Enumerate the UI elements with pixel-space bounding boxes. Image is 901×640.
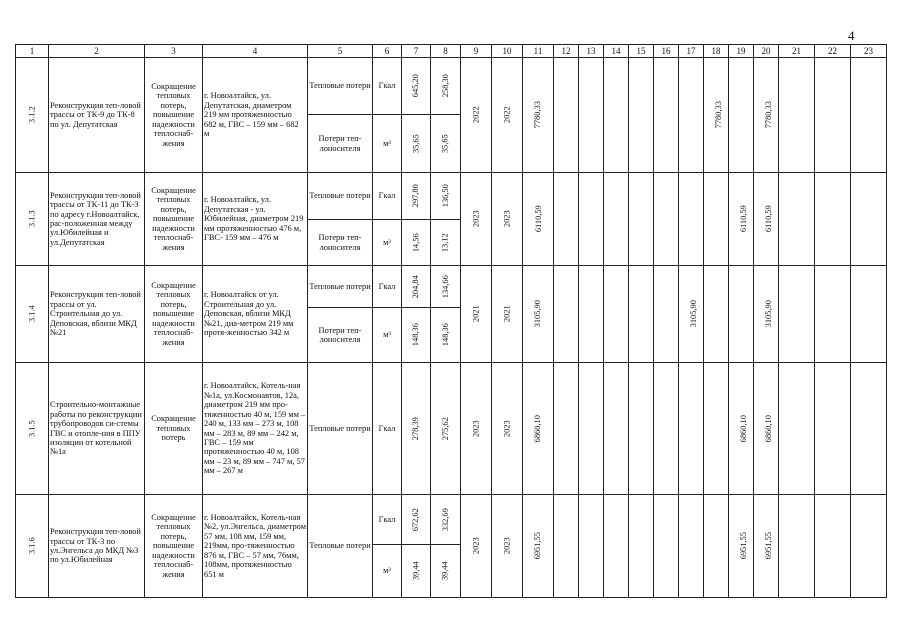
empty-cell	[629, 266, 654, 363]
empty-cell	[654, 363, 679, 495]
project-name: Реконструкция теп-ловой трассы от ТК-11 до ТК-3 по адресу г.Новоалтайск, рас-положенная между ул.Юбилейная и ул.Депутатская	[49, 173, 145, 266]
cost-cell	[729, 266, 754, 363]
value-before: 204,84	[411, 274, 421, 299]
empty-cell	[815, 58, 851, 173]
empty-cell	[579, 363, 604, 495]
empty-cell	[779, 363, 815, 495]
project-purpose: Сокращение тепловых потерь, повышение надежности теплоснаб-жения	[145, 58, 203, 173]
empty-cell	[851, 173, 887, 266]
empty-cell	[851, 58, 887, 173]
cost-cell	[754, 495, 779, 598]
value-cell	[431, 115, 461, 173]
cost-cell	[704, 173, 729, 266]
value-after: 134,66	[440, 274, 450, 299]
empty-cell	[554, 363, 579, 495]
value-before: 39,44	[411, 561, 421, 581]
value-cell	[431, 495, 461, 545]
start-year: 2023	[471, 537, 481, 555]
unit: Гкал	[373, 363, 402, 495]
cost-cell	[704, 266, 729, 363]
empty-cell	[579, 495, 604, 598]
indicator: Потери теп-лоносителя	[308, 115, 373, 173]
project-location: г. Новоалтайск, ул. Депутатская - ул. Юбилейная, диаметром 219 мм протяженностью 476 м, ГВС- 159 мм – 476 м	[203, 173, 308, 266]
value-before: 672,62	[411, 507, 421, 532]
total-cost: 3105,90	[533, 300, 543, 328]
unit: м³	[373, 545, 402, 598]
cost-cell	[754, 363, 779, 495]
col-header: 14	[604, 45, 629, 58]
row-id: 3.1.4	[27, 305, 37, 323]
empty-cell	[604, 363, 629, 495]
cost-cell	[704, 495, 729, 598]
empty-cell	[554, 495, 579, 598]
empty-cell	[629, 495, 654, 598]
value-cell	[431, 308, 461, 363]
empty-cell	[779, 266, 815, 363]
total-cost: 6951,55	[533, 532, 543, 560]
page-number: 4	[848, 28, 855, 43]
empty-cell	[604, 495, 629, 598]
value-before: 14,56	[411, 233, 421, 252]
end-year: 2023	[502, 210, 512, 228]
cost-total: 3105,90	[763, 300, 773, 328]
value-after: 13,12	[440, 233, 450, 252]
empty-cell	[851, 495, 887, 598]
value-cell	[402, 115, 431, 173]
cost-cell	[679, 495, 704, 598]
value-after: 39,44	[440, 561, 450, 581]
col-header: 10	[492, 45, 523, 58]
value-before: 35,65	[411, 134, 421, 153]
project-purpose: Сокращение тепловых потерь, повышение надежности теплоснаб-жения	[145, 495, 203, 598]
empty-cell	[629, 363, 654, 495]
empty-cell	[654, 266, 679, 363]
cost-2023: 6951,55	[738, 532, 748, 560]
value-after: 275,62	[440, 416, 450, 441]
empty-cell	[779, 58, 815, 173]
empty-cell	[554, 58, 579, 173]
col-header: 11	[523, 45, 554, 58]
cost-cell	[679, 173, 704, 266]
row-id-cell	[16, 266, 49, 363]
empty-cell	[554, 173, 579, 266]
col-header: 9	[461, 45, 492, 58]
value-cell	[402, 173, 431, 220]
empty-cell	[629, 173, 654, 266]
col-header: 19	[729, 45, 754, 58]
cost-cell	[754, 173, 779, 266]
value-cell	[402, 58, 431, 115]
col-header: 16	[654, 45, 679, 58]
cost-total: 6860,10	[763, 414, 773, 443]
value-cell	[431, 58, 461, 115]
cost-cell	[523, 363, 554, 495]
cost-cell	[523, 495, 554, 598]
year-cell	[492, 58, 523, 173]
empty-cell	[779, 173, 815, 266]
value-before: 278,39	[411, 416, 421, 441]
cost-2021: 3105,90	[688, 300, 698, 328]
col-header: 17	[679, 45, 704, 58]
year-cell	[492, 495, 523, 598]
empty-cell	[779, 495, 815, 598]
year-cell	[461, 58, 492, 173]
col-header: 1	[16, 45, 49, 58]
row-id: 3.1.2	[27, 106, 37, 124]
value-cell	[431, 545, 461, 598]
row-id: 3.1.5	[27, 420, 37, 437]
value-before: 148,36	[411, 323, 421, 347]
column-number-row	[16, 45, 887, 58]
cost-cell	[523, 58, 554, 173]
indicator: Потери теп-лоносителя	[308, 308, 373, 363]
end-year: 2023	[502, 420, 512, 437]
cost-cell	[729, 58, 754, 173]
empty-cell	[815, 363, 851, 495]
project-purpose: Сокращение тепловых потерь, повышение надежности теплоснаб-жения	[145, 266, 203, 363]
value-after: 148,36	[440, 323, 450, 347]
cost-cell	[523, 266, 554, 363]
empty-cell	[629, 58, 654, 173]
value-after: 35,65	[440, 134, 450, 153]
table-row	[16, 58, 887, 115]
indicator: Тепловые потери	[308, 266, 373, 308]
value-cell	[431, 173, 461, 220]
empty-cell	[654, 495, 679, 598]
start-year: 2023	[471, 420, 481, 437]
table-row	[16, 266, 887, 308]
empty-cell	[654, 58, 679, 173]
project-name: Реконструкция теп-ловой трассы от ул. Строительная до ул. Деповская, вблизи МКД №21	[49, 266, 145, 363]
empty-cell	[851, 266, 887, 363]
cost-2023: 6110,59	[738, 205, 748, 233]
empty-cell	[815, 266, 851, 363]
empty-cell	[654, 173, 679, 266]
value-cell	[402, 308, 431, 363]
cost-cell	[754, 58, 779, 173]
end-year: 2023	[502, 537, 512, 555]
row-id-cell	[16, 58, 49, 173]
project-purpose: Сокращение тепловых потерь	[145, 363, 203, 495]
col-header: 15	[629, 45, 654, 58]
unit: м³	[373, 308, 402, 363]
investment-table	[15, 44, 887, 598]
empty-cell	[579, 58, 604, 173]
cost-cell	[679, 266, 704, 363]
indicator: Тепловые потери	[308, 58, 373, 115]
indicator: Тепловые потери	[308, 363, 373, 495]
year-cell	[461, 495, 492, 598]
empty-cell	[604, 58, 629, 173]
empty-cell	[554, 266, 579, 363]
empty-cell	[579, 173, 604, 266]
empty-cell	[851, 363, 887, 495]
col-header: 12	[554, 45, 579, 58]
project-location: г. Новоалтайск, Котель-ная №1а, ул.Космонавтов, 12а, диаметром 219 мм про-тяженностью 40 м, 159 мм – 240 м, 133 мм – 273 м, 108 мм – 283 м, 89 мм – 242 м, ГВС – 159 мм протяженностью 40 м, 108 мм – 23 м, 89 мм – 747 м, 57 мм – 267 м	[203, 363, 308, 495]
cost-total: 7780,33	[763, 101, 773, 129]
value-cell	[431, 266, 461, 308]
end-year: 2022	[502, 106, 512, 124]
value-after: 258,30	[440, 74, 450, 98]
project-purpose: Сокращение тепловых потерь, повышение надежности теплоснаб-жения	[145, 173, 203, 266]
empty-cell	[604, 173, 629, 266]
project-name: Реконструкция теп-ловой трассы от ТК-9 до ТК-8 по ул. Депутатская	[49, 58, 145, 173]
empty-cell	[815, 495, 851, 598]
unit: Гкал	[373, 173, 402, 220]
cost-total: 6110,59	[763, 205, 773, 233]
cost-cell	[704, 58, 729, 173]
col-header: 13	[579, 45, 604, 58]
col-header: 3	[145, 45, 203, 58]
row-id: 3.1.3	[27, 210, 37, 228]
col-header: 6	[373, 45, 402, 58]
unit: м³	[373, 220, 402, 266]
project-location: г. Новоалтайск, ул. Депутатская, диаметром 219 мм протяженностью 682 м, ГВС – 159 мм – 682 м	[203, 58, 308, 173]
cost-cell	[704, 363, 729, 495]
cost-2023: 6860,10	[738, 414, 748, 443]
year-cell	[461, 173, 492, 266]
row-id: 3.1.6	[27, 537, 37, 555]
value-before: 297,80	[411, 184, 421, 208]
value-after: 332,69	[440, 507, 450, 532]
cost-total: 6951,55	[763, 532, 773, 560]
value-cell	[402, 363, 431, 495]
row-id-cell	[16, 173, 49, 266]
cost-cell	[679, 58, 704, 173]
cost-cell	[679, 363, 704, 495]
indicator: Потери теп-лоносителя	[308, 220, 373, 266]
total-cost: 6860,10	[533, 414, 543, 443]
unit: Гкал	[373, 58, 402, 115]
cost-cell	[729, 363, 754, 495]
value-after: 136,50	[440, 184, 450, 208]
col-header: 5	[308, 45, 373, 58]
year-cell	[492, 363, 523, 495]
table-row	[16, 495, 887, 545]
unit: Гкал	[373, 266, 402, 308]
value-cell	[402, 220, 431, 266]
value-cell	[402, 266, 431, 308]
value-cell	[402, 545, 431, 598]
indicator: Тепловые потери	[308, 495, 373, 598]
cost-cell	[523, 173, 554, 266]
value-cell	[431, 220, 461, 266]
start-year: 2022	[471, 106, 481, 124]
cost-cell	[729, 173, 754, 266]
col-header: 18	[704, 45, 729, 58]
table-row	[16, 363, 887, 495]
indicator: Тепловые потери	[308, 173, 373, 220]
table-row	[16, 173, 887, 220]
col-header: 4	[203, 45, 308, 58]
year-cell	[461, 266, 492, 363]
value-before: 645,20	[411, 74, 421, 98]
project-location: г. Новоалтайск от ул. Строительная до ул. Деповская, вблизи МКД №21, диа-метром 219 мм протя-женностью 342 м	[203, 266, 308, 363]
cost-2022: 7780,33	[713, 101, 723, 129]
cost-cell	[754, 266, 779, 363]
project-location: г. Новоалтайск, Котель-ная №2, ул.Энгельса, диаметром 57 мм, 108 мм, 159 мм, 219мм, про-тяженностью 876 м, ГВС – 57 мм, 76мм, 108мм, протяженностью 651 м	[203, 495, 308, 598]
empty-cell	[579, 266, 604, 363]
year-cell	[492, 266, 523, 363]
year-cell	[492, 173, 523, 266]
col-header: 20	[754, 45, 779, 58]
end-year: 2021	[502, 305, 512, 323]
col-header: 22	[815, 45, 851, 58]
total-cost: 7780,33	[533, 101, 543, 129]
col-header: 8	[431, 45, 461, 58]
project-name: Реконструкция теп-ловой трассы от ТК-3 по ул.Энгельса до МКД №3 по ул.Юбилейная	[49, 495, 145, 598]
row-id-cell	[16, 495, 49, 598]
row-id-cell	[16, 363, 49, 495]
total-cost: 6110,59	[533, 205, 543, 233]
empty-cell	[815, 173, 851, 266]
value-cell	[431, 363, 461, 495]
col-header: 23	[851, 45, 887, 58]
project-name: Строительно-монтажные работы по реконструкции трубопроводов си-стемы ГВС и отопле-ния в ППУ изоляции от котельной №1а	[49, 363, 145, 495]
col-header: 7	[402, 45, 431, 58]
unit: м³	[373, 115, 402, 173]
start-year: 2021	[471, 305, 481, 323]
year-cell	[461, 363, 492, 495]
empty-cell	[604, 266, 629, 363]
col-header: 21	[779, 45, 815, 58]
value-cell	[402, 495, 431, 545]
col-header: 2	[49, 45, 145, 58]
unit: Гкал	[373, 495, 402, 545]
start-year: 2023	[471, 210, 481, 228]
cost-cell	[729, 495, 754, 598]
